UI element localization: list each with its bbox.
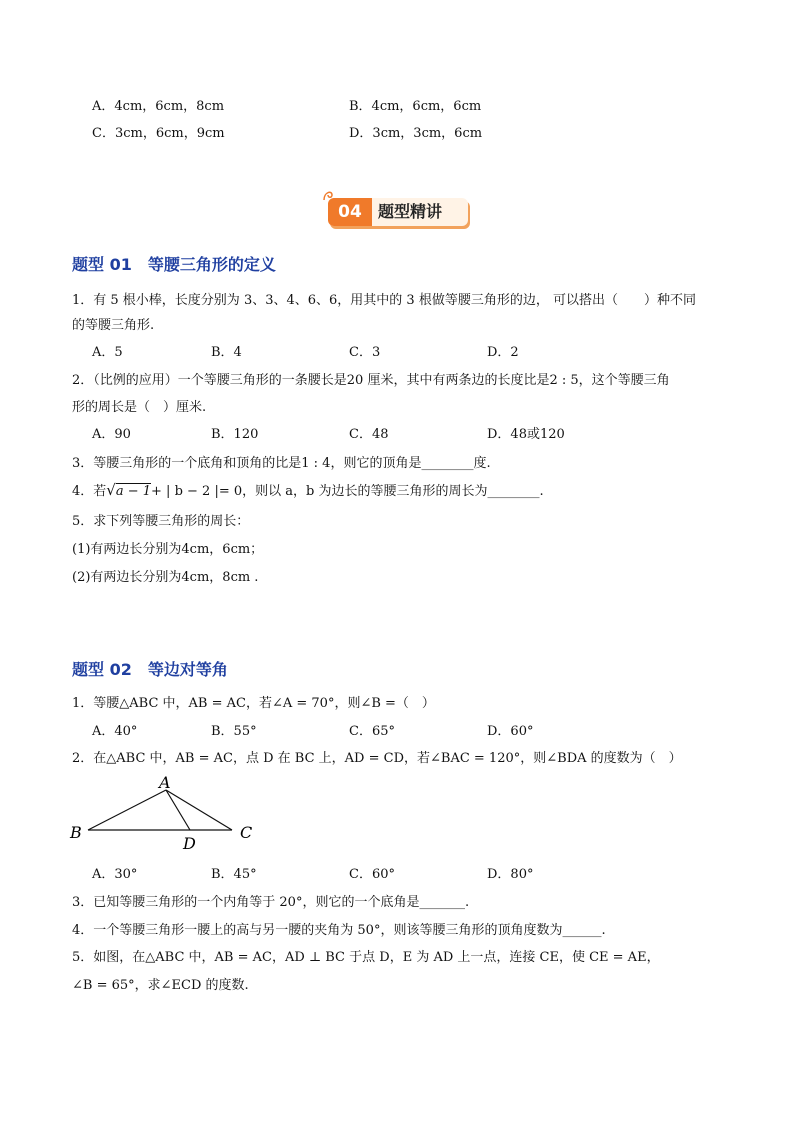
s1-q2-opt-d: D．48或120 [487,427,565,442]
segment-ad [166,790,190,830]
banner-number: 04 [328,198,372,226]
option-b: B．4cm，6cm，6cm [349,99,482,114]
s2-q3: 3．已知等腰三角形的一个内角等于 20°，则它的一个底角是_______. [72,895,470,910]
s1-q4-radicand: a − 1 [115,484,152,499]
triangle-figure [66,772,266,852]
s1-q5: 5．求下列等腰三角形的周长： [72,514,250,529]
s1-q4-rest: + | b − 2 |= 0，则以 a，b 为边长的等腰三角形的周长为________. [151,484,544,499]
s2-q1: 1．等腰△ABC 中，AB = AC，若∠A = 70°，则∠B =（ ） [72,696,435,711]
option-d: D．3cm，3cm，6cm [349,126,483,141]
s1-q2-line1: 2．（比例的应用）一个等腰三角形的一条腰长是20 厘米，其中有两条边的长度比是2 : 5，这个等腰三角 [72,373,670,388]
label-c: C [240,823,253,842]
s2-q1-opt-a: A．40° [92,724,138,739]
s2-q1-opt-b: B．55° [211,724,257,739]
section-2-title: 题型 02 等边对等角 [72,660,228,679]
banner-body [328,198,468,226]
section-1-title: 题型 01 等腰三角形的定义 [72,255,276,274]
s1-q4 [72,480,544,499]
s1-q5-2: (2)有两边长分别为4cm，8cm . [72,570,259,585]
s1-q2-opt-a: A．90 [92,427,131,442]
s1-q3: 3．等腰三角形的一个底角和顶角的比是1 : 4，则它的顶角是________度. [72,456,491,471]
label-b: B [70,823,82,842]
label-a: A [159,773,171,792]
section-banner [322,188,472,232]
s2-q5-line1: 5．如图，在△ABC 中，AB = AC，AD ⊥ BC 于点 D，E 为 AD 上一点，连接 CE，使 CE = AE， [72,950,660,965]
s1-q1-line2: 的等腰三角形. [72,318,155,333]
label-d: D [183,834,196,852]
s2-q1-opt-d: D．60° [487,724,534,739]
s2-q5-line2: ∠B = 65°，求∠ECD 的度数. [72,978,249,993]
s1-q4-prefix: 4．若 [72,484,107,499]
s1-q1-opt-a: A．5 [92,345,123,360]
side-ab [88,790,166,830]
s2-q2-opt-d: D．80° [487,867,534,882]
option-a: A．4cm，6cm，8cm [92,99,225,114]
s1-q1-line1: 1．有 5 根小棒，长度分别为 3、3、4、6、6，用其中的 3 根做等腰三角形的边， 可以搭出（ ）种不同 [72,293,696,308]
s2-q2-opt-c: C．60° [349,867,395,882]
s2-q2-opt-b: B．45° [211,867,257,882]
s2-q2-opt-a: A．30° [92,867,138,882]
side-ac [166,790,232,830]
s1-q1-opt-c: C．3 [349,345,381,360]
s2-q2: 2．在△ABC 中，AB = AC，点 D 在 BC 上，AD = CD，若∠BAC = 120°，则∠BDA 的度数为（ ） [72,751,682,766]
s1-q2-opt-c: C．48 [349,427,389,442]
s1-q2-line2: 形的周长是（ ）厘米. [72,400,207,415]
s2-q4: 4．一个等腰三角形一腰上的高与另一腰的夹角为 50°，则该等腰三角形的顶角度数为______. [72,923,606,938]
banner-label: 题型精讲 [378,202,443,221]
option-c: C．3cm，6cm，9cm [92,126,225,141]
s1-q1-opt-d: D．2 [487,345,519,360]
s1-q5-1: (1)有两边长分别为4cm，6cm； [72,542,264,557]
s1-q1-opt-b: B．4 [211,345,242,360]
s2-q1-opt-c: C．65° [349,724,395,739]
s1-q2-opt-b: B．120 [211,427,259,442]
sqrt-symbol: √ [106,481,116,499]
